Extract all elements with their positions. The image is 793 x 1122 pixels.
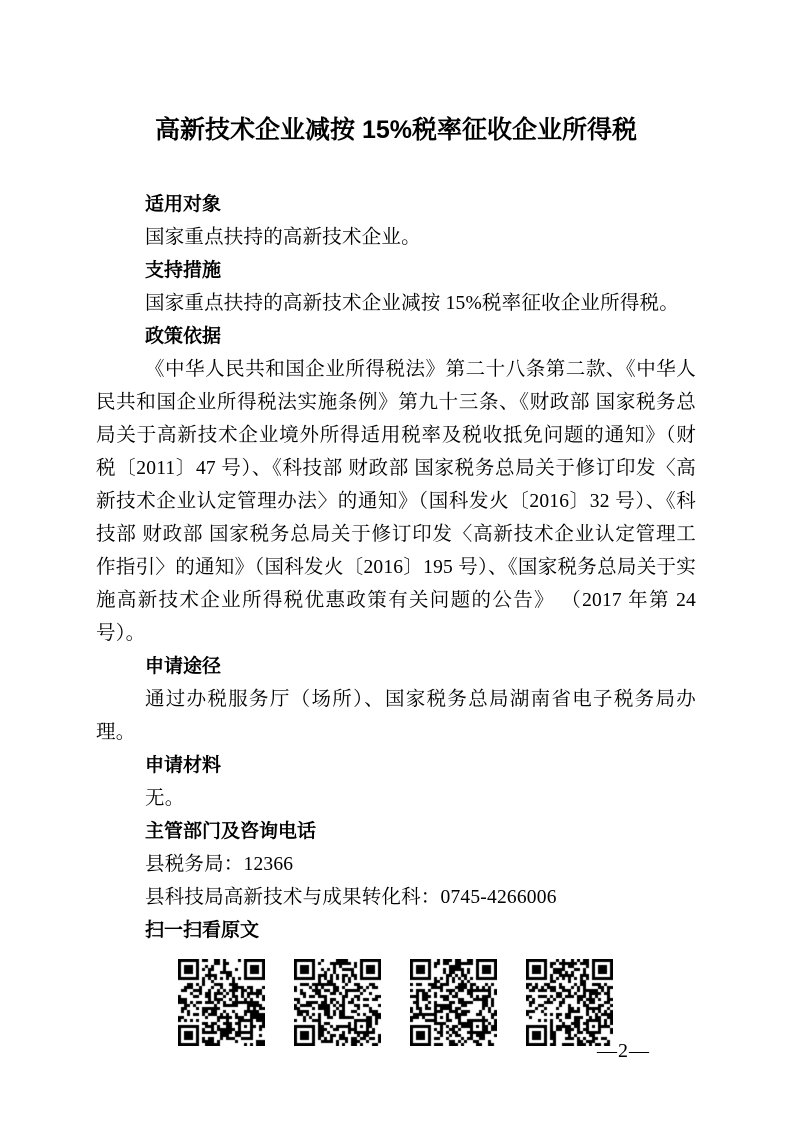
qr-code-2 xyxy=(294,959,381,1046)
support-measure-body: 国家重点扶持的高新技术企业减按 15%税率征收企业所得税。 xyxy=(145,293,679,314)
apply-channel-body: 通过办税服务厅（场所）、国家税务总局湖南省电子税务局办理。 xyxy=(96,689,696,743)
apply-material-body: 无。 xyxy=(145,788,185,809)
support-measure-heading: 支持措施 xyxy=(145,260,222,281)
qr-code-3 xyxy=(410,959,497,1046)
qr-code-4 xyxy=(526,959,613,1046)
apply-channel-heading: 申请途径 xyxy=(145,656,222,677)
apply-target-heading: 适用对象 xyxy=(145,194,222,215)
qr-code-row xyxy=(178,959,696,1046)
policy-basis-heading: 政策依据 xyxy=(145,326,222,347)
department-heading: 主管部门及咨询电话 xyxy=(145,821,317,842)
scan-heading: 扫一扫看原文 xyxy=(145,920,260,941)
page-title: 高新技术企业减按 15%税率征收企业所得税 xyxy=(155,116,637,144)
qr-code-1 xyxy=(178,959,265,1046)
department-line-tax-bureau: 县税务局：12366 xyxy=(145,854,294,875)
document-content xyxy=(96,0,696,1046)
apply-material-heading: 申请材料 xyxy=(145,755,222,776)
apply-target-body: 国家重点扶持的高新技术企业。 xyxy=(145,227,421,248)
document-body xyxy=(96,188,696,1046)
page-number: —2— xyxy=(597,1040,650,1062)
policy-basis-body: 《中华人民共和国企业所得税法》第二十八条第二款、《中华人民共和国企业所得税法实施条例》第九十三条、《财政部 国家税务总局关于高新技术企业境外所得适用税率及税收抵免问题的通知》（财税〔2011〕47 号）、《科技部 财政部 国家税务总局关于修订印发〈高新技术企业认定管理办法〉的通知》（国科发火〔2016〕32 号）、《科技部 财政部 国家税务总局关于修订印发〈高新技术企业认定管理工作指引〉的通知》（国科发火〔2016〕195 号）、《国家税务总局关于实施高新技术企业所得税优惠政策有关问题的公告》 （2017 年第 24 号）。 xyxy=(96,359,696,644)
department-line-science-bureau: 县科技局高新技术与成果转化科：0745-4266006 xyxy=(145,887,557,908)
